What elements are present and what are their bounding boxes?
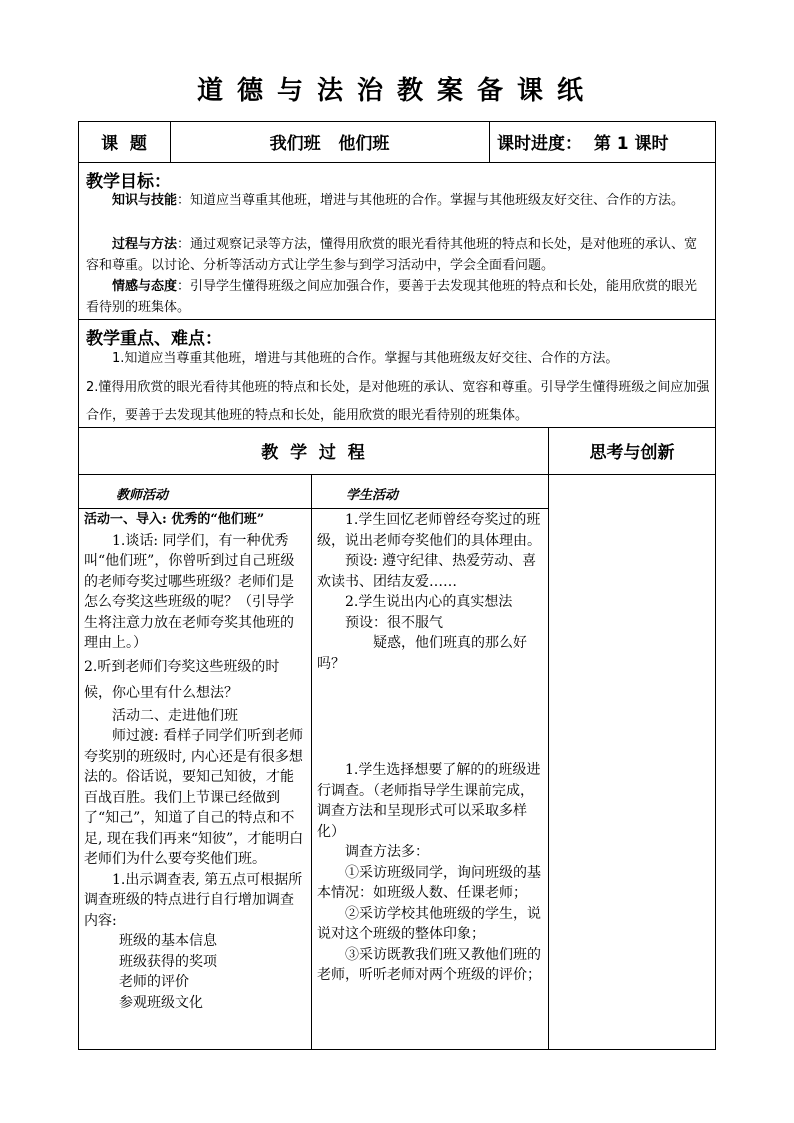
survey-item: 老师的评价 [119, 974, 189, 990]
topic-label: 课 题 [101, 134, 147, 154]
teacher-activity-heading: 教师活动 [116, 488, 169, 503]
goal-process-label: 过程与方法 [112, 237, 178, 252]
reflection-heading: 思考与创新 [589, 443, 675, 463]
student-step: 预设: 遵守纪律、热爱劳动、喜欢读书、团结友爱…… [317, 553, 537, 590]
goal-process-text: ：通过观察记录等方法，懂得用欣赏的眼光看待其他班的特点和长处，是对他班的承认、宽容和尊重。以讨论、分析等活动方式让学生参与到学习活动中，学会全面看问题。 [86, 237, 698, 273]
student-step: ③采访既教我们班又教他们班的老师，听听老师对两个班级的评价； [317, 946, 541, 983]
col-divider [311, 474, 312, 1050]
page-title: 道德与法治教案备课纸 [196, 76, 597, 106]
goal-knowledge [86, 190, 710, 211]
student-activity-heading: 学生活动 [346, 488, 399, 503]
process-heading: 教 学 过 程 [261, 443, 365, 463]
lesson-progress: 课时进度： 第 1 课时 [497, 134, 669, 154]
student-step: 1.学生回忆老师曾经夸奖过的班级，说出老师夸奖他们的具体理由。 [317, 512, 541, 549]
teacher-step: 2.听到老师们夸奖这些班级的时候，你心里有什么想法？ [84, 658, 280, 701]
student-step: 预设：很不服气 [345, 614, 443, 631]
row-divider [78, 474, 716, 475]
row-divider [78, 508, 548, 509]
teacher-activity-2-title: 活动二、走进他们班 [112, 707, 238, 724]
teacher-step: 1.出示调查表, 第五点可根据所调查班级的特点进行自行增加调查内容: [84, 871, 303, 929]
student-step: ①采访班级同学，询问班级的基本情况：如班级人数、任课老师； [317, 864, 541, 901]
row-divider [78, 162, 716, 163]
goal-knowledge-text: ：知道应当尊重其他班，增进与其他班的合作。掌握与其他班级友好交往、合作的方法。 [177, 193, 685, 208]
goal-attitude-text: ：引导学生懂得班级之间应加强合作，要善于去发现其他班的特点和长处，能用欣赏的眼光看待别的班集体。 [86, 279, 698, 315]
col-divider [489, 121, 490, 162]
row-divider [78, 319, 716, 320]
survey-item: 参观班级文化 [119, 994, 203, 1011]
teacher-activity-1-title: 活动一、导入: 优秀的“他们班” [84, 512, 265, 527]
student-activities [317, 510, 543, 986]
teacher-activities [84, 510, 306, 1013]
goals-heading: 教学目标： [86, 172, 171, 192]
keypoints-heading: 教学重点、难点： [86, 329, 222, 349]
topic-value: 我们班 他们班 [269, 134, 390, 154]
teacher-step: 1.谈话: 同学们，有一种优秀叫“他们班”，你曾听到过自己班级的老师夸奖过哪些班级？老师们是怎么夸奖这些班级的呢？（引导学生将注意力放在老师夸奖其他班的理由上。） [84, 532, 295, 651]
goal-knowledge-label: 知识与技能 [112, 193, 178, 208]
goal-process [86, 234, 710, 276]
goal-attitude-label: 情感与态度 [112, 279, 178, 294]
student-step: ②采访学校其他班级的学生，说说对这个班级的整体印象； [317, 905, 541, 942]
survey-item: 班级的基本信息 [119, 933, 217, 949]
student-step: 调查方法多： [345, 844, 429, 860]
student-step: 1.学生选择想要了解的的班级进行调查。（老师指导学生课前完成，调查方法和呈现形式可以采取多样化） [317, 762, 541, 840]
survey-item: 班级获得的奖项 [119, 953, 217, 970]
goal-attitude [86, 276, 710, 318]
student-step: 疑惑，他们班真的那么好吗？ [317, 635, 527, 672]
teacher-step: 师过渡: 看样子同学们听到老师夸奖别的班级时, 内心还是有很多想法的。俗话说，要知己知彼，才能百战百胜。我们上节课已经做到了“知己”，知道了自己的特点和不足, 现在我们再来“知彼”，才能明白老师们为什么要夸奖他们班。 [84, 728, 304, 867]
keypoint-1: 1.知道应当尊重其他班，增进与其他班的合作。掌握与其他班级友好交往、合作的方法。 [112, 351, 619, 366]
col-divider [548, 427, 549, 1050]
keypoint-2: 2.懂得用欣赏的眼光看待其他班的特点和长处，是对他班的承认、宽容和尊重。引导学生懂得班级之间应加强合作，要善于去发现其他班的特点和长处，能用欣赏的眼光看待别的班集体。 [86, 380, 710, 423]
student-step: 2.学生说出内心的真实想法 [345, 594, 513, 610]
